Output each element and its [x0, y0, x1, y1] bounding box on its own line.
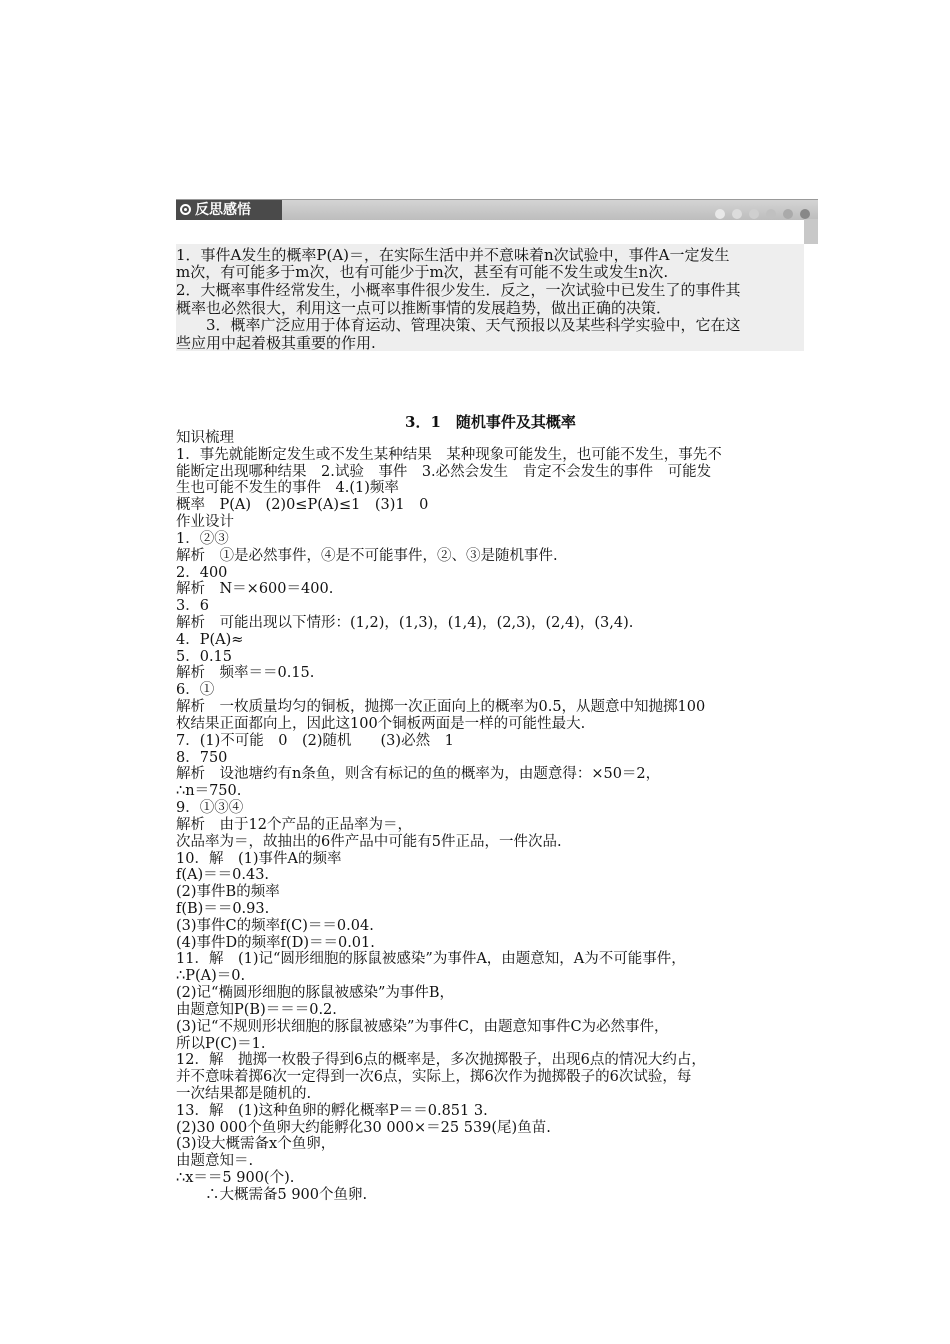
answer-line: ∴P(A)＝0. [176, 968, 246, 985]
answer-line: (3)记“不规则形状细胞的豚鼠被感染”为事件C，由题意知事件C为必然事件， [176, 1018, 669, 1035]
answer-line: 解析 设池塘约有n条鱼，则含有标记的鱼的概率为，由题意得：×50＝2， [176, 766, 661, 783]
answer-line: 3．6 [176, 598, 209, 615]
target-circle-icon [180, 204, 191, 215]
decorative-dot-icon [766, 209, 776, 219]
answer-line: 10．解 (1)事件A的频率 [176, 850, 342, 867]
reflection-header-tab [176, 200, 282, 220]
decorative-dot-icon [732, 209, 742, 219]
answer-line: 作业设计 [176, 514, 234, 531]
answer-line: (3)设大概需备x个鱼卵， [176, 1136, 336, 1153]
answer-line: 解析 可能出现以下情形：(1,2)，(1,3)，(1,4)，(2,3)，(2,4)，(3,4). [176, 615, 634, 632]
answer-line: 一次结果都是随机的. [176, 1085, 312, 1102]
decorative-dot-icon [749, 209, 759, 219]
answer-line: ∴x＝＝5 900(个). [176, 1170, 295, 1187]
answer-line: 由题意知P(B)＝＝＝0.2. [176, 1001, 337, 1018]
answer-line: 7．(1)不可能 0 (2)随机 (3)必然 1 [176, 732, 454, 749]
answer-line: 并不意味着掷6次一定得到一次6点，实际上，掷6次作为抛掷骰子的6次试验，每 [176, 1069, 692, 1086]
answer-line: 解析 ①是必然事件，④是不可能事件，②、③是随机事件. [176, 547, 558, 564]
answer-line: 所以P(C)＝1. [176, 1035, 266, 1052]
answer-line: 解析 N＝×600＝400. [176, 581, 334, 598]
answer-line: f(A)＝＝0.43. [176, 867, 270, 884]
answer-line: 6．① [176, 682, 215, 699]
answer-line: 枚结果正面都向上，因此这100个铜板两面是一样的可能性最大. [176, 715, 586, 732]
answer-line: 概率 P(A) (2)0≤P(A)≤1 (3)1 0 [176, 497, 429, 514]
answer-line: (4)事件D的频率f(D)＝＝0.01. [176, 934, 375, 951]
answer-line: ∴n＝750. [176, 783, 242, 800]
answer-line: 1．事先就能断定发生或不发生某种结果 某种现象可能发生，也可能不发生，事先不 [176, 446, 722, 463]
reflection-body [176, 244, 804, 351]
answer-line: 8．750 [176, 749, 228, 766]
answer-line: 1．②③ [176, 530, 229, 547]
answer-line: 2．400 [176, 564, 228, 581]
answer-line: (2)事件B的频率 [176, 884, 280, 901]
reflection-line: m次，有可能多于m次，也有可能少于m次，甚至有可能不发生或发生n次. [176, 263, 669, 281]
answer-line: ∴大概需备5 900个鱼卵. [176, 1186, 368, 1203]
answer-line: (3)事件C的频率f(C)＝＝0.04. [176, 917, 374, 934]
answer-line: 13．解 (1)这种鱼卵的孵化概率P＝＝0.851 3. [176, 1102, 488, 1119]
answer-line: 12．解 抛掷一枚骰子得到6点的概率是，多次抛掷骰子，出现6点的情况大约占， [176, 1052, 706, 1069]
answer-line: 解析 由于12个产品的正品率为＝， [176, 816, 412, 833]
section-title: 3．1 随机事件及其概率 [405, 413, 576, 431]
answer-line: 4．P(A)≈ [176, 631, 244, 648]
decorative-dots [708, 204, 810, 216]
answer-line: 知识梳理 [176, 430, 234, 446]
answer-line: 由题意知＝. [176, 1153, 254, 1170]
reflection-line: 2．大概率事件经常发生，小概率事件很少发生．反之，一次试验中已发生了的事件其 [176, 281, 741, 299]
answer-line: 能断定出现哪种结果 2.试验 事件 3.必然会发生 肯定不会发生的事件 可能发 [176, 463, 712, 480]
reflection-box [176, 199, 818, 351]
answer-line: 生也可能不发生的事件 4.(1)频率 [176, 480, 399, 497]
reflection-header-label: 反思感悟 [195, 202, 251, 218]
answer-line: (2)记“椭圆形细胞的豚鼠被感染”为事件B， [176, 985, 455, 1002]
reflection-line: 些应用中起着极其重要的作用. [176, 334, 376, 352]
answer-line: f(B)＝＝0.93. [176, 900, 270, 917]
answer-line: (2)30 000个鱼卵大约能孵化30 000×＝25 539(尾)鱼苗. [176, 1119, 551, 1136]
reflection-line: 1．事件A发生的概率P(A)＝，在实际生活中并不意味着n次试验中，事件A一定发生 [176, 246, 730, 264]
answer-line: 9．①③④ [176, 800, 244, 817]
answer-line: 次品率为＝，故抽出的6件产品中可能有5件正品，一件次品. [176, 833, 562, 850]
answer-line: 11．解 (1)记“圆形细胞的豚鼠被感染”为事件A，由题意知，A为不可能事件， [176, 951, 686, 968]
decorative-dot-icon [800, 209, 810, 219]
reflection-line: 概率也必然很大，利用这一点可以推断事情的发展趋势，做出正确的决策． [176, 299, 672, 317]
reflection-header-bar [176, 199, 818, 220]
answer-line: 解析 频率＝＝0.15. [176, 665, 315, 682]
answer-line: 解析 一枚质量均匀的铜板，抛掷一次正面向上的概率为0.5，从题意中知抛掷100 [176, 699, 706, 716]
answer-line: 5．0.15 [176, 648, 233, 665]
reflection-side-strip [804, 219, 818, 244]
reflection-line: 3．概率广泛应用于体育运动、管理决策、天气预报以及某些科学实验中，它在这 [176, 316, 741, 334]
decorative-dot-icon [715, 209, 725, 219]
decorative-dot-icon [783, 209, 793, 219]
